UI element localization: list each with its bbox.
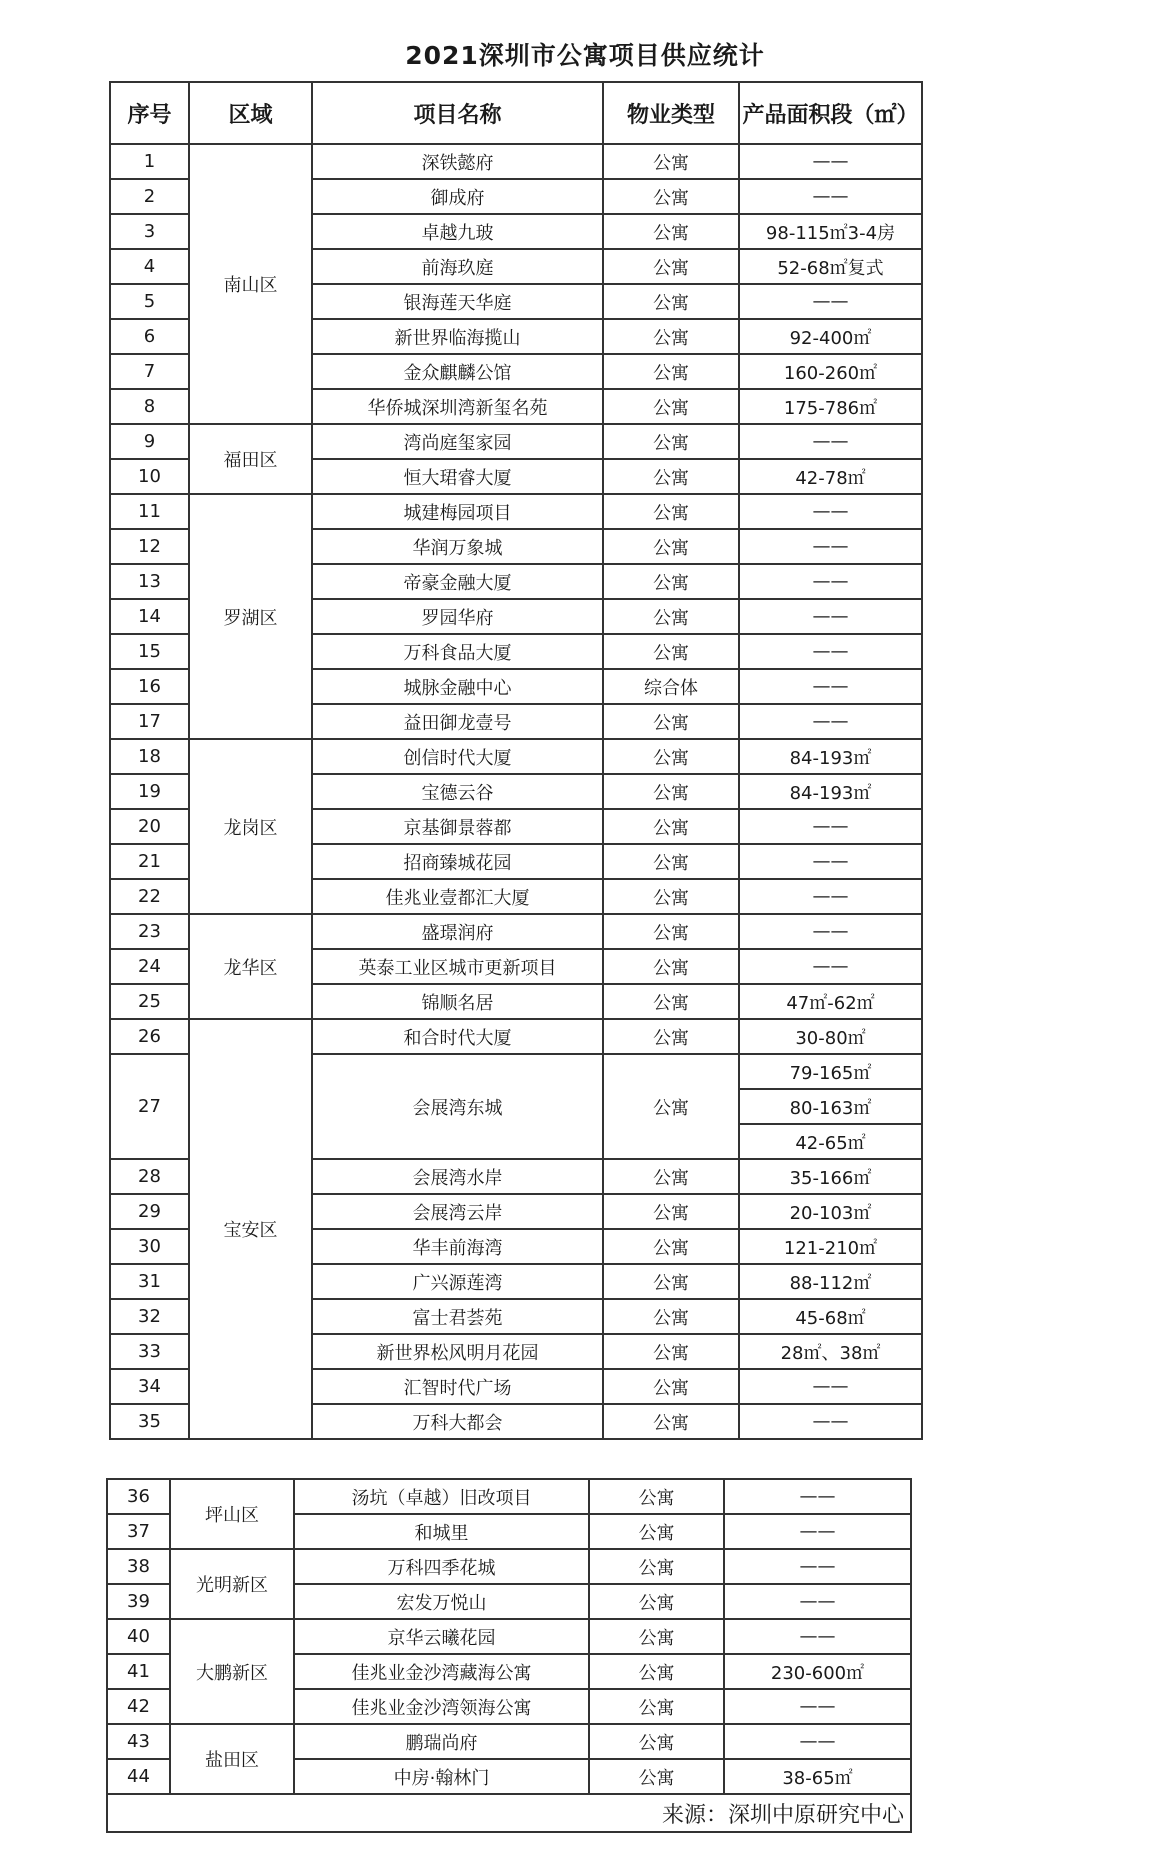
property-type: 公寓 <box>603 214 739 249</box>
table-row <box>110 1019 922 1054</box>
source-note: 来源：深圳中原研究中心 <box>107 1794 911 1832</box>
property-type: 公寓 <box>589 1514 724 1549</box>
area-range: 84-193㎡ <box>739 774 922 809</box>
area-range: 98-115㎡3-4房 <box>739 214 922 249</box>
project-name: 银海莲天华庭 <box>312 284 603 319</box>
project-name: 金众麒麟公馆 <box>312 354 603 389</box>
property-type: 公寓 <box>603 1054 739 1159</box>
project-name: 万科大都会 <box>312 1404 603 1439</box>
project-name: 华侨城深圳湾新玺名苑 <box>312 389 603 424</box>
area-range: —— <box>739 284 922 319</box>
district-cell: 宝安区 <box>189 1019 312 1439</box>
project-name: 广兴源莲湾 <box>312 1264 603 1299</box>
project-name: 恒大珺睿大厦 <box>312 459 603 494</box>
row-number: 25 <box>110 984 189 1019</box>
row-number: 32 <box>110 1299 189 1334</box>
property-type: 公寓 <box>603 1194 739 1229</box>
row-number: 2 <box>110 179 189 214</box>
table-title: 2021深圳市公寓项目供应统计 <box>405 41 765 70</box>
property-type: 公寓 <box>603 564 739 599</box>
row-number: 29 <box>110 1194 189 1229</box>
row-number: 37 <box>107 1514 170 1549</box>
row-number: 20 <box>110 809 189 844</box>
table-row <box>110 739 922 774</box>
area-range: 79-165㎡ <box>739 1054 922 1089</box>
area-range: —— <box>739 599 922 634</box>
row-number: 24 <box>110 949 189 984</box>
area-range: —— <box>739 1369 922 1404</box>
row-number: 43 <box>107 1724 170 1759</box>
area-range: 175-786㎡ <box>739 389 922 424</box>
area-range: —— <box>724 1689 911 1724</box>
area-range: —— <box>724 1619 911 1654</box>
area-range: 30-80㎡ <box>739 1019 922 1054</box>
table-row <box>107 1619 911 1654</box>
apartment-supply-table-part1 <box>109 81 923 1440</box>
header-project-name: 项目名称 <box>312 82 603 144</box>
row-number: 17 <box>110 704 189 739</box>
area-range: 45-68㎡ <box>739 1299 922 1334</box>
property-type: 公寓 <box>603 529 739 564</box>
table-row <box>107 1479 911 1514</box>
area-range: 38-65㎡ <box>724 1759 911 1794</box>
project-name: 和合时代大厦 <box>312 1019 603 1054</box>
property-type: 公寓 <box>603 844 739 879</box>
area-range: —— <box>739 879 922 914</box>
row-number: 14 <box>110 599 189 634</box>
row-number: 3 <box>110 214 189 249</box>
district-cell: 光明新区 <box>170 1549 294 1619</box>
project-name: 佳兆业金沙湾藏海公寓 <box>294 1654 589 1689</box>
row-number: 1 <box>110 144 189 179</box>
property-type: 公寓 <box>603 599 739 634</box>
table-row <box>107 1724 911 1759</box>
project-name: 华丰前海湾 <box>312 1229 603 1264</box>
project-name: 汇智时代广场 <box>312 1369 603 1404</box>
area-range: —— <box>739 809 922 844</box>
area-range: —— <box>724 1724 911 1759</box>
area-range: 80-163㎡ <box>739 1089 922 1124</box>
area-range: 42-65㎡ <box>739 1124 922 1159</box>
project-name: 万科四季花城 <box>294 1549 589 1584</box>
area-range: —— <box>739 949 922 984</box>
property-type: 公寓 <box>603 879 739 914</box>
area-range: 35-166㎡ <box>739 1159 922 1194</box>
project-name: 深铁懿府 <box>312 144 603 179</box>
row-number: 23 <box>110 914 189 949</box>
property-type: 公寓 <box>603 284 739 319</box>
row-number: 26 <box>110 1019 189 1054</box>
row-number: 35 <box>110 1404 189 1439</box>
project-name: 湾尚庭玺家园 <box>312 424 603 459</box>
area-range: 92-400㎡ <box>739 319 922 354</box>
project-name: 和城里 <box>294 1514 589 1549</box>
area-range: 84-193㎡ <box>739 739 922 774</box>
area-range: —— <box>739 179 922 214</box>
project-name: 招商臻城花园 <box>312 844 603 879</box>
table-row <box>110 424 922 459</box>
row-number: 4 <box>110 249 189 284</box>
area-range: 230-600㎡ <box>724 1654 911 1689</box>
property-type: 公寓 <box>603 774 739 809</box>
row-number: 21 <box>110 844 189 879</box>
area-range: —— <box>739 564 922 599</box>
project-name: 盛璟润府 <box>312 914 603 949</box>
area-range: —— <box>739 529 922 564</box>
project-name: 御成府 <box>312 179 603 214</box>
area-range: —— <box>739 634 922 669</box>
row-number: 36 <box>107 1479 170 1514</box>
row-number: 8 <box>110 389 189 424</box>
project-name: 华润万象城 <box>312 529 603 564</box>
header-area-range: 产品面积段（㎡） <box>739 82 922 144</box>
property-type: 公寓 <box>603 1159 739 1194</box>
property-type: 公寓 <box>589 1759 724 1794</box>
project-name: 会展湾东城 <box>312 1054 603 1159</box>
property-type: 公寓 <box>603 179 739 214</box>
area-range: —— <box>724 1479 911 1514</box>
project-name: 益田御龙壹号 <box>312 704 603 739</box>
area-range: —— <box>739 704 922 739</box>
row-number: 40 <box>107 1619 170 1654</box>
property-type: 公寓 <box>603 949 739 984</box>
project-name: 城脉金融中心 <box>312 669 603 704</box>
area-range: 28㎡、38㎡ <box>739 1334 922 1369</box>
property-type: 公寓 <box>589 1549 724 1584</box>
property-type: 公寓 <box>603 459 739 494</box>
row-number: 5 <box>110 284 189 319</box>
area-range: —— <box>724 1584 911 1619</box>
property-type: 公寓 <box>603 1229 739 1264</box>
area-range: 88-112㎡ <box>739 1264 922 1299</box>
area-range: —— <box>739 844 922 879</box>
row-number: 42 <box>107 1689 170 1724</box>
project-name: 创信时代大厦 <box>312 739 603 774</box>
project-name: 前海玖庭 <box>312 249 603 284</box>
area-range: —— <box>739 494 922 529</box>
district-cell: 龙华区 <box>189 914 312 1019</box>
property-type: 公寓 <box>603 389 739 424</box>
property-type: 公寓 <box>603 1019 739 1054</box>
area-range: —— <box>739 1404 922 1439</box>
property-type: 公寓 <box>603 984 739 1019</box>
area-range: —— <box>739 669 922 704</box>
property-type: 公寓 <box>603 739 739 774</box>
district-cell: 福田区 <box>189 424 312 494</box>
property-type: 公寓 <box>603 249 739 284</box>
property-type: 公寓 <box>589 1689 724 1724</box>
area-range: —— <box>739 144 922 179</box>
row-number: 11 <box>110 494 189 529</box>
property-type: 公寓 <box>589 1584 724 1619</box>
project-name: 卓越九玻 <box>312 214 603 249</box>
project-name: 新世界松风明月花园 <box>312 1334 603 1369</box>
property-type: 公寓 <box>589 1724 724 1759</box>
project-name: 富士君荟苑 <box>312 1299 603 1334</box>
property-type: 公寓 <box>603 494 739 529</box>
property-type: 公寓 <box>603 1264 739 1299</box>
area-range: —— <box>739 914 922 949</box>
project-name: 罗园华府 <box>312 599 603 634</box>
project-name: 新世界临海揽山 <box>312 319 603 354</box>
project-name: 鹏瑞尚府 <box>294 1724 589 1759</box>
source-row <box>107 1794 911 1832</box>
project-name: 英泰工业区城市更新项目 <box>312 949 603 984</box>
row-number: 18 <box>110 739 189 774</box>
row-number: 7 <box>110 354 189 389</box>
project-name: 中房·翰林门 <box>294 1759 589 1794</box>
row-number: 34 <box>110 1369 189 1404</box>
apartment-supply-table-part2 <box>106 1478 912 1833</box>
project-name: 锦顺名居 <box>312 984 603 1019</box>
property-type: 公寓 <box>603 319 739 354</box>
table-row <box>107 1549 911 1584</box>
row-number: 22 <box>110 879 189 914</box>
table-row <box>110 494 922 529</box>
row-number: 28 <box>110 1159 189 1194</box>
property-type: 公寓 <box>589 1619 724 1654</box>
property-type: 公寓 <box>603 1369 739 1404</box>
district-cell: 大鹏新区 <box>170 1619 294 1724</box>
property-type: 公寓 <box>589 1479 724 1514</box>
project-name: 万科食品大厦 <box>312 634 603 669</box>
row-number: 16 <box>110 669 189 704</box>
row-number: 27 <box>110 1054 189 1159</box>
district-cell: 盐田区 <box>170 1724 294 1794</box>
area-range: 52-68㎡复式 <box>739 249 922 284</box>
table-row <box>110 914 922 949</box>
area-range: 160-260㎡ <box>739 354 922 389</box>
project-name: 会展湾水岸 <box>312 1159 603 1194</box>
row-number: 31 <box>110 1264 189 1299</box>
property-type: 公寓 <box>603 809 739 844</box>
row-number: 38 <box>107 1549 170 1584</box>
district-cell: 南山区 <box>189 144 312 424</box>
property-type: 公寓 <box>603 354 739 389</box>
property-type: 公寓 <box>603 424 739 459</box>
project-name: 佳兆业壹都汇大厦 <box>312 879 603 914</box>
project-name: 佳兆业金沙湾领海公寓 <box>294 1689 589 1724</box>
project-name: 京基御景蓉都 <box>312 809 603 844</box>
row-number: 44 <box>107 1759 170 1794</box>
project-name: 宝德云谷 <box>312 774 603 809</box>
area-range: —— <box>724 1514 911 1549</box>
row-number: 19 <box>110 774 189 809</box>
project-name: 会展湾云岸 <box>312 1194 603 1229</box>
row-number: 39 <box>107 1584 170 1619</box>
property-type: 公寓 <box>603 1334 739 1369</box>
project-name: 汤坑（卓越）旧改项目 <box>294 1479 589 1514</box>
table-row <box>110 144 922 179</box>
row-number: 10 <box>110 459 189 494</box>
row-number: 13 <box>110 564 189 599</box>
project-name: 帝豪金融大厦 <box>312 564 603 599</box>
area-range: —— <box>724 1549 911 1584</box>
area-range: 42-78㎡ <box>739 459 922 494</box>
project-name: 京华云曦花园 <box>294 1619 589 1654</box>
area-range: —— <box>739 424 922 459</box>
row-number: 12 <box>110 529 189 564</box>
property-type: 公寓 <box>603 914 739 949</box>
property-type: 公寓 <box>603 1299 739 1334</box>
property-type: 公寓 <box>603 634 739 669</box>
area-range: 47㎡-62㎡ <box>739 984 922 1019</box>
district-cell: 罗湖区 <box>189 494 312 739</box>
property-type: 公寓 <box>603 704 739 739</box>
header-no: 序号 <box>110 82 189 144</box>
header-property-type: 物业类型 <box>603 82 739 144</box>
table-header-row <box>110 82 922 144</box>
property-type: 公寓 <box>589 1654 724 1689</box>
header-district: 区域 <box>189 82 312 144</box>
row-number: 9 <box>110 424 189 459</box>
project-name: 宏发万悦山 <box>294 1584 589 1619</box>
area-range: 121-210㎡ <box>739 1229 922 1264</box>
row-number: 33 <box>110 1334 189 1369</box>
project-name: 城建梅园项目 <box>312 494 603 529</box>
property-type: 公寓 <box>603 1404 739 1439</box>
district-cell: 龙岗区 <box>189 739 312 914</box>
district-cell: 坪山区 <box>170 1479 294 1549</box>
row-number: 30 <box>110 1229 189 1264</box>
property-type: 综合体 <box>603 669 739 704</box>
row-number: 6 <box>110 319 189 354</box>
property-type: 公寓 <box>603 144 739 179</box>
area-range: 20-103㎡ <box>739 1194 922 1229</box>
row-number: 15 <box>110 634 189 669</box>
row-number: 41 <box>107 1654 170 1689</box>
